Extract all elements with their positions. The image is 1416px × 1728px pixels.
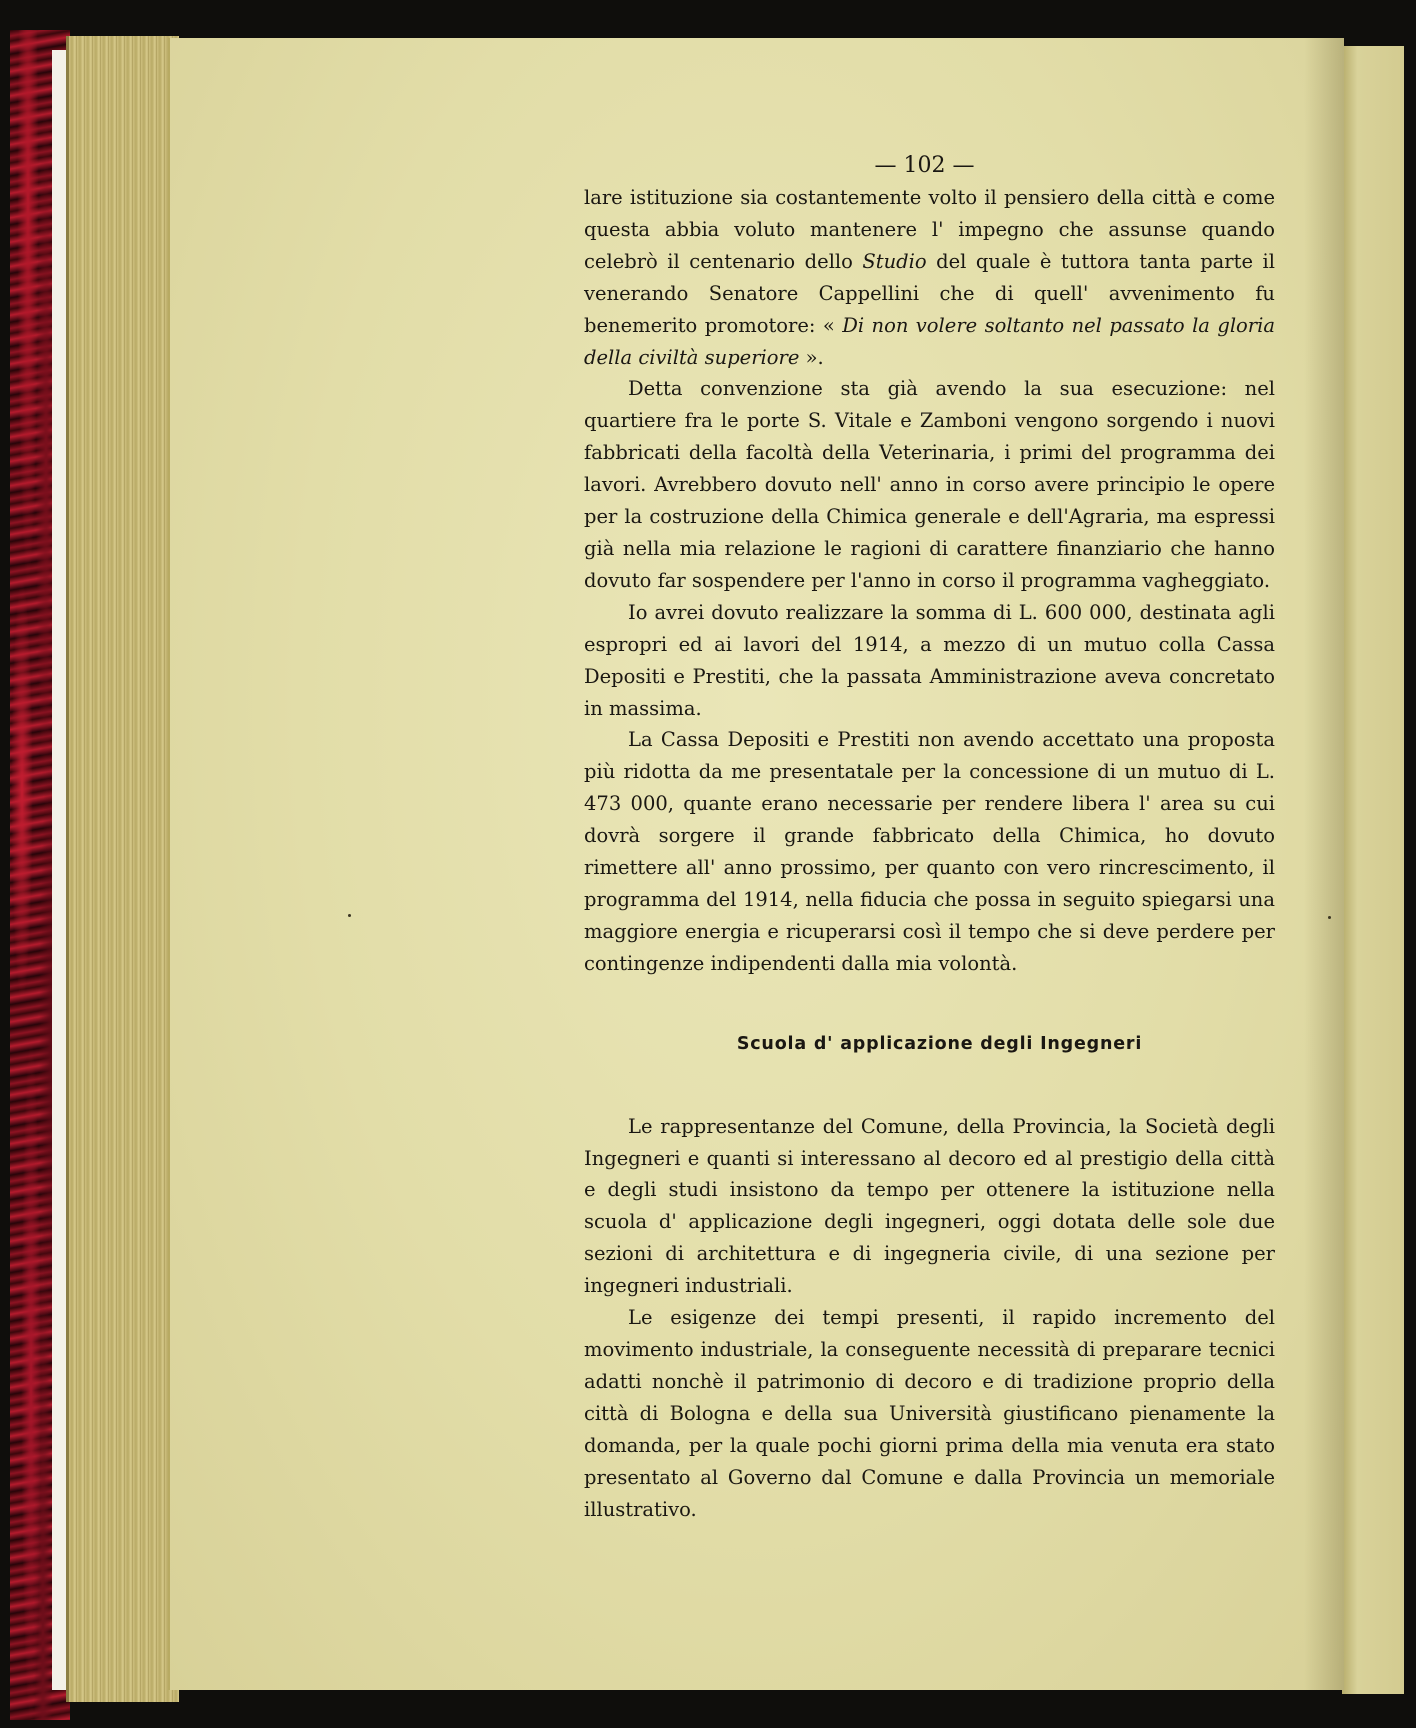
paragraph: Le esigenze dei tempi presenti, il rapido incremento del movimento industriale, la conseguente necessità di preparare tecnici adatti nonchè il patrimonio di decoro e di tradizione proprio della città di Bologna e della sua Università giustificano pienamente la domanda, per la quale pochi giorni prima della mia venuta era stato presentato al Governo dal Comune e dalla Provincia un memoriale illustrativo. (584, 1306, 1275, 1521)
paragraph-text: del quale è tuttora tanta parte il venerando Senatore Cappellini che di quell' avvenimento fu benemerito promotore: « (584, 249, 1275, 337)
page-edges (66, 36, 179, 1702)
gutter-shadow (1304, 38, 1344, 1690)
quotation: Di non volere soltanto nel passato la gloria della civiltà superiore (584, 313, 1275, 369)
paragraph: Io avrei dovuto realizzare la somma di L. 600 000, destinata agli espropri ed ai lavori del 1914, a mezzo di un mutuo colla Cassa Depositi e Prestiti, che la passata Amministrazione aveva concretato in massima. (584, 600, 1275, 720)
ink-speck (348, 914, 351, 917)
paragraph: Le rappresentanze del Comune, della Provincia, la Società degli Ingegneri e quanti si interessano al decoro ed al prestigio della città e degli studi insistono da tempo per ottenere la istituzione nella scuola d' applicazione degli ingegneri, oggi dotata delle sole due sezioni di architettura e di ingegneria civile, di una sezione per ingegneri industriali. (584, 1114, 1275, 1298)
facing-page-edge (1342, 46, 1404, 1694)
section-heading: Scuola d' applicazione degli Ingegneri (736, 1033, 1143, 1054)
page-text (584, 150, 1275, 1525)
paragraph (584, 182, 1275, 373)
page-number: — 102 — (874, 153, 975, 178)
italic-term: Studio (862, 249, 927, 273)
paragraph-text: lare istituzione sia costantemente volto il pensiero della città e come questa abbia voluto mantenere l' impegno che assunse quando celebrò il centenario dello (584, 186, 1275, 273)
paragraph-text: ». (799, 345, 824, 369)
paragraph: Detta convenzione sta già avendo la sua esecuzione: nel quartiere fra le porte S. Vitale e Zamboni vengono sorgendo i nuovi fabbricati della facoltà della Veterinaria, i primi del programma dei lavori. Avrebbero dovuto nell' anno in corso avere principio le opere per la costruzione della Chimica generale e dell'Agraria, ma espressi già nella mia relazione le ragioni di carattere finanziario che hanno dovuto far sospendere per l'anno in corso il programma vagheggiato. (584, 377, 1275, 592)
paragraph: La Cassa Depositi e Prestiti non avendo accettato una proposta più ridotta da me presentatale per la concessione di un mutuo di L. 473 000, quante erano necessarie per rendere libera l' area su cui dovrà sorgere il grande fabbricato della Chimica, ho dovuto rimettere all' anno prossimo, per quanto con vero rincrescimento, il programma del 1914, nella fiducia che possa in seguito spiegarsi una maggiore energia e ricuperarsi così il tempo che si deve perdere per contingenze indipendenti dalla mia volontà. (584, 728, 1275, 975)
ink-speck (1328, 916, 1331, 919)
